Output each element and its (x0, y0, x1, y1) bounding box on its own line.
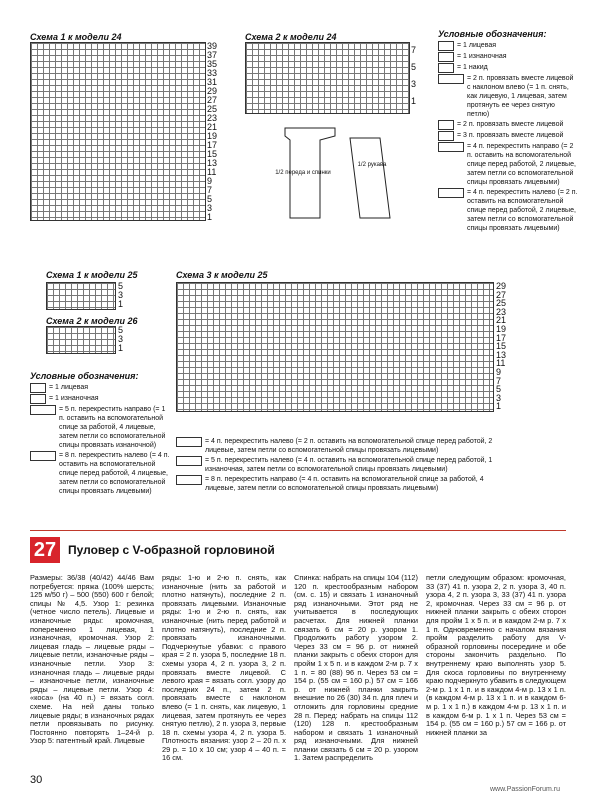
legend-text: = 3 п. провязать вместе лицевой (457, 132, 564, 139)
schema2-26-title: Схема 2 к модели 26 (46, 316, 138, 326)
stitch-symbol-icon (30, 383, 46, 393)
row-number: 1 (496, 401, 502, 412)
row-number: 31 (207, 77, 218, 87)
schema1-24-rows (207, 42, 217, 222)
legend-text: = 8 п. перекрестить налево (= 4 п. оставить на вспомогательной спице перед работой, 4 лицевые, затем петли со вспомогательной спицы провязать лицевыми) (59, 452, 170, 495)
row-number: 7 (207, 185, 213, 195)
row-number: 5 (207, 194, 213, 204)
text-column-2: ряды: 1-ю и 2-ю п. снять, как изнаночные (нить за работой и плотно натянуть), последние 2 п. провязать лицевыми. Изнаночные ряды: 1-ю и 2-ю п. снять, как изнаночные (нить перед работой и плотно натянуть), последние 2 п. провязать изнаночными. Подчеркнутые убавки: с правого края = 2 п. узора 5, последние 18 п. схемы узора 4, 2 п. узора 3, 2 п. провязать вместе лицевой. С левого края = вязать согл. узору до последних 24 п., затем 2 п. провязать вместе с наклоном влево (= 1 п. снять, как лицевую, 1 лицевая, затем протянуть ее через снятую петлю), 2 п. узора 3, первые 18 п. схемы узора 4, 2 п. узора 5. Плотность вязания: узор 2 – 20 п. х 29 р. = 10 х 10 см; узор 4 – 40 п. = 16 см. (162, 573, 286, 763)
row-number: 7 (411, 45, 417, 55)
legend-item (30, 383, 170, 393)
row-number: 11 (496, 358, 506, 369)
row-number: 5 (411, 62, 417, 72)
schema2-24-rows (411, 42, 416, 110)
model-title: Пуловер с V-образной горловиной (68, 543, 275, 557)
legend-item (176, 437, 496, 455)
text-column-3: Спинка: набрать на спицы 104 (112) 120 п. крестообразным набором (см. с. 15) и связать 1 изнаночный ряд изнаночными. Этот ряд не учитывается в последующих расчетах. Для нижней планки связать 6 см = 20 р. узором 1. Продолжить работу узором 2. Через 33 см = 96 р. от нижней планки закрыть с обеих сторон для пройм 1 х 5 п. и в каждом 2-м р. 7 х 1 п. = 80 (88) 96 п. Через 53 см = 154 р. (55 см = 160 р.) 57 см = 166 р. от нижней планки закрыть внешние по 26 (30) 34 п. для плеч и отложить для горловины средние 28 п. Перед: набрать на спицы 112 (120) 128 п. крестообразным набором и связать 1 изнаночный ряд изнаночными. Для нижней планки связать 6 см = 20 р. узором 1. Затем распределить (294, 573, 418, 763)
legend-item (438, 41, 578, 51)
schema2-24-grid (245, 42, 410, 114)
text-column-1: Размеры: 36/38 (40/42) 44/46 Вам потребуется: пряжа (100% шерсть; 125 м/50 г) – 500 (550) 600 г белой; спицы № 4,5. Узор 1: резинка (четное число петель). Лицевые и изнаночные ряды: кромочная, попеременно 1 лицевая, 1 изнаночная, кромочная. Узор 2: лицевая гладь – лицевые ряды – лицевые петли, изнаночные ряды – изнаночные петли. Узор 3: изнаночная гладь – лицевые ряды – изнаночные петли, изнаночные ряды – лицевые петли. Узор 4: «коса» (на 40 п.) = вязать согл. схеме. На ней даны только лицевые ряды; в изнаночных рядах петли провязывать по рисунку. Постоянно повторять 1–24-й р. Узор 5: патентный край. Лицевые (30, 573, 154, 746)
stitch-symbol-icon (438, 63, 454, 73)
schema3-25-rows (496, 282, 506, 411)
schema1-24-title: Схема 1 к модели 24 (30, 32, 122, 42)
legend-top (438, 30, 578, 234)
legend-item (176, 475, 496, 493)
row-number: 1 (118, 299, 124, 309)
page-number: 30 (30, 774, 43, 786)
legend-item (438, 120, 578, 130)
row-number: 5 (118, 325, 124, 335)
legend-item (30, 451, 170, 496)
row-number: 3 (118, 290, 124, 300)
row-number: 25 (207, 104, 218, 114)
legend-text: = 4 п. перекрестить налево (= 2 п. оставить на вспомогательной спице перед работой, 2 лицевые, затем петли со вспомогательной спицы провязать лицевыми) (205, 438, 493, 454)
schema1-25-rows (118, 282, 123, 309)
legend-item (30, 405, 170, 450)
stitch-symbol-icon (438, 188, 464, 198)
row-number: 5 (496, 384, 502, 395)
text-column-4: петли следующим образом: кромочная, 33 (37) 41 п. узора 2, 2 п. узора 3, 40 п. узора 4, 2 п. узора 3, 33 (37) 41 п. узора 2, кромочная. Через 33 см = 96 р. от нижней планки закрыть с обеих сторон для пройм 1 х 5 п. и в каждом 2-м р. 7 х 1 п. Одновременно с началом вязания пройм разделить работу для V-образной горловины посередине и обе стороны закончить раздельно. По внутреннему краю выполнять узор 5. Для скоса горловины по внутреннему краю подчеркнуто убавить в следующем 2-м р. 1 х 1 п. и в каждом 4-м р. 13 х 1 п. (в каждом 4-м р. 13 х 1 п. и в каждом 6-м р. 1 х 1 п.) в каждом 4-м р. 13 х 1 п. и в каждом 6-м р. 1 х 1 п. Через 53 см = 154 р. (55 см = 160 р.) 57 см = 166 р. от нижней планки за (426, 573, 566, 737)
model-number: 27 (30, 537, 60, 563)
row-number: 37 (207, 50, 218, 60)
row-number: 5 (118, 281, 124, 291)
stitch-symbol-icon (30, 405, 56, 415)
row-number: 9 (496, 366, 502, 377)
legend-text: = 4 п. перекрестить налево (= 2 п. оставить на вспомогательной спице перед работой, 2 лицевые, затем петли со вспомогательной спицы провязать лицевыми) (467, 189, 578, 232)
legend-text: = 5 п. перекрестить налево (= 4 п. оставить на вспомогательной спице перед работой, 1 изнаночная, затем петли со вспомогательной спицы провязать лицевыми) (205, 457, 493, 473)
legend-top-title: Условные обозначения: (438, 29, 547, 39)
schema1-25-title: Схема 1 к модели 25 (46, 270, 138, 280)
legend-item (438, 142, 578, 187)
row-number: 23 (496, 306, 507, 317)
row-number: 3 (118, 334, 124, 344)
legend-item (438, 131, 578, 141)
schema2-24-title: Схема 2 к модели 24 (245, 32, 337, 42)
legend-text: = 1 накид (457, 64, 488, 71)
schema2-26-grid (46, 326, 116, 354)
row-number: 29 (496, 281, 507, 291)
legend-text: = 4 п. перекрестить направо (= 2 п. оставить на вспомогательной спице перед работой, 2 лицевые, затем петли со вспомогательной спицы провязать лицевыми) (467, 143, 576, 186)
legend-text: = 1 лицевая (49, 384, 89, 391)
legend-text: = 2 п. провязать вместе лицевой с наклоном влево (= 1 п. снять, как лицевую, 1 лицевая, затем протянуть ее через снятую петлю) (467, 75, 574, 118)
row-number: 7 (496, 375, 502, 386)
schema3-25-title: Схема 3 к модели 25 (176, 270, 268, 280)
row-number: 1 (411, 96, 417, 106)
sleeve-piece (350, 138, 390, 218)
row-number: 19 (496, 323, 507, 334)
row-number: 29 (207, 86, 218, 96)
legend-text: = 1 изнаночная (457, 53, 507, 60)
row-number: 19 (207, 131, 218, 141)
row-number: 3 (496, 392, 502, 403)
legend-item (438, 63, 578, 73)
stitch-symbol-icon (438, 142, 464, 152)
row-number: 9 (207, 176, 213, 186)
row-number: 15 (207, 149, 218, 159)
front-back-label: 1/2 переда и спинки (275, 170, 331, 176)
legend-text: = 5 п. перекрестить направо (= 1 п. оставить на вспомогательной спице за работой, 4 лицевые, затем петли со вспомогательной спицы провязать изнаночной) (59, 406, 166, 449)
legend-item (438, 74, 578, 119)
legend-text: = 1 изнаночная (49, 395, 99, 402)
legend-text: = 2 п. провязать вместе лицевой (457, 121, 564, 128)
legend-bottom (176, 437, 496, 494)
row-number: 1 (207, 212, 213, 222)
stitch-symbol-icon (438, 120, 454, 130)
row-number: 15 (496, 341, 507, 352)
schema1-24-grid (30, 42, 206, 221)
row-number: 27 (496, 289, 507, 300)
legend-item (30, 394, 170, 404)
row-number: 25 (496, 298, 507, 309)
row-number: 13 (496, 349, 507, 360)
legend-text: = 8 п. перекрестить направо (= 4 п. оставить на вспомогательной спице за работой, 4 лицевые, затем петли со вспомогательной спицы провязать лицевыми) (205, 476, 484, 492)
stitch-symbol-icon (438, 74, 464, 84)
legend-item (438, 52, 578, 62)
row-number: 39 (207, 41, 218, 51)
row-number: 11 (207, 167, 217, 177)
stitch-symbol-icon (438, 41, 454, 51)
stitch-symbol-icon (30, 451, 56, 461)
legend-mid-title: Условные обозначения: (30, 371, 139, 381)
row-number: 27 (207, 95, 218, 105)
row-number: 21 (496, 315, 507, 326)
stitch-symbol-icon (176, 437, 202, 447)
stitch-symbol-icon (176, 456, 202, 466)
row-number: 3 (207, 203, 213, 213)
row-number: 17 (496, 332, 507, 343)
row-number: 17 (207, 140, 218, 150)
legend-mid (30, 372, 170, 497)
footer-url: www.PassionForum.ru (490, 786, 561, 793)
divider (30, 530, 566, 531)
row-number: 21 (207, 122, 218, 132)
row-number: 33 (207, 68, 218, 78)
row-number: 13 (207, 158, 218, 168)
pattern-pieces (240, 118, 420, 258)
row-number: 35 (207, 59, 218, 69)
legend-item (438, 188, 578, 233)
stitch-symbol-icon (30, 394, 46, 404)
legend-item (176, 456, 496, 474)
schema1-25-grid (46, 282, 116, 310)
row-number: 23 (207, 113, 218, 123)
stitch-symbol-icon (438, 52, 454, 62)
row-number: 3 (411, 79, 417, 89)
schema3-25-grid (176, 282, 494, 412)
stitch-symbol-icon (438, 131, 454, 141)
legend-text: = 1 лицевая (457, 42, 497, 49)
schema2-26-rows (118, 326, 123, 353)
sleeve-label: 1/2 рукава (357, 162, 387, 168)
row-number: 1 (118, 343, 124, 353)
stitch-symbol-icon (176, 475, 202, 485)
